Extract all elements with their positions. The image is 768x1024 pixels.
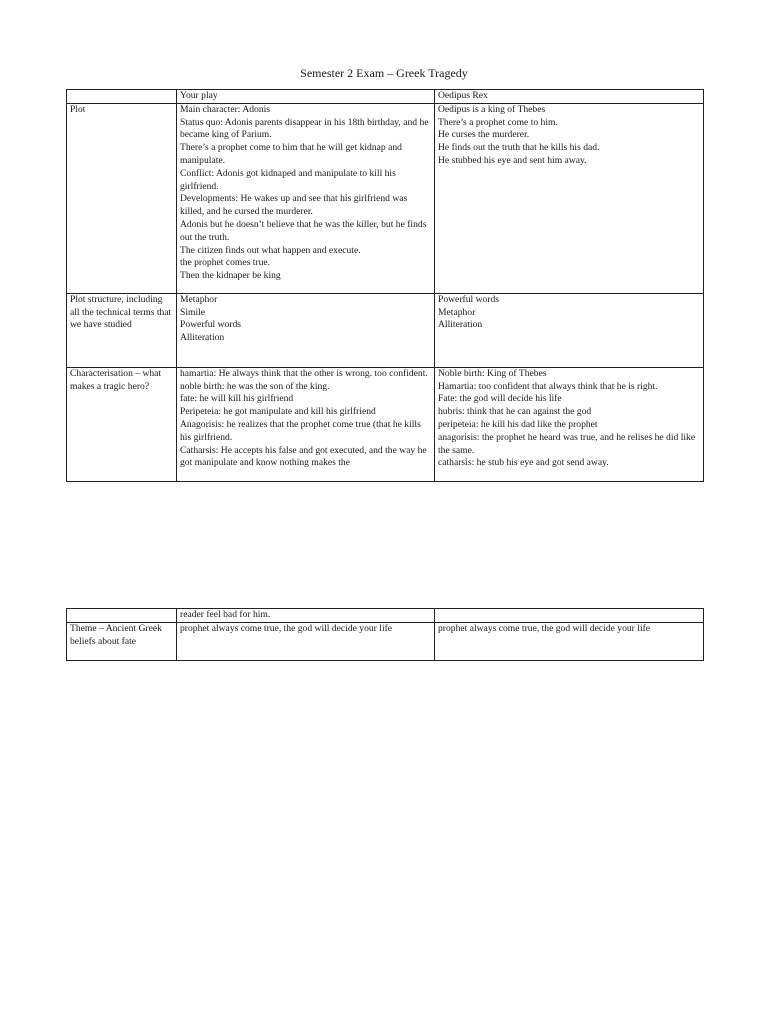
- cell-line: hubris: think that he can against the god: [438, 406, 592, 418]
- cell-line: Alliteration: [438, 319, 483, 331]
- table-row-plot: [67, 103, 704, 293]
- header-cell-oedipus-rex: Oedipus Rex: [435, 90, 704, 104]
- cell-line: Conflict: Adonis got kidnaped and manipulate to kill his girlfriend.: [180, 167, 396, 192]
- table-row-theme: [67, 622, 704, 660]
- cell-line: There’s a prophet come to him that he will get kidnap and manipulate.: [180, 142, 402, 166]
- cell-line: Hamartia: too confident that always think that he is right.: [438, 380, 658, 392]
- comparison-table: [66, 89, 704, 482]
- cell-line: Main character: Adonis: [180, 103, 271, 115]
- your-play-cell: prophet always come true, the god will decide your life: [177, 622, 435, 660]
- oedipus-rex-cell: [435, 103, 704, 293]
- cell-line: Catharsis: He accepts his false and got executed, and the way he got manipulate and know nothing makes the: [180, 444, 427, 469]
- cell-line: The citizen finds out what happen and execute.: [180, 244, 361, 256]
- oedipus-rex-cell: [435, 367, 704, 481]
- cell-line: noble birth: he was the son of the king.: [180, 380, 330, 392]
- cell-line: the prophet comes true.: [180, 257, 271, 269]
- cell-line: Adonis but he doesn’t believe that he was the killer, but he finds out the truth.: [180, 218, 427, 243]
- cell-line: hamartia: He always think that the other is wrong. too confident.: [180, 367, 428, 379]
- cell-line: He finds out the truth that he kills his dad.: [438, 142, 600, 154]
- your-play-cell: [177, 367, 435, 481]
- table-header-row: [67, 90, 704, 104]
- cell-line: Status quo: Adonis parents disappear in his 18th birthday, and he became king of Parium.: [180, 116, 429, 141]
- oedipus-rex-cell: [435, 293, 704, 367]
- cell-line: catharsis: he stub his eye and got send away.: [438, 457, 609, 469]
- row-label-empty: [67, 609, 177, 623]
- comparison-table-continued: [66, 608, 704, 661]
- table-row-continuation: [67, 609, 704, 623]
- cell-line: Metaphor: [180, 293, 218, 305]
- cell-line: Developments: He wakes up and see that his girlfriend was killed, and he cursed the murderer.: [180, 193, 408, 218]
- cell-line: Then the kidnaper be king: [180, 270, 281, 282]
- row-label: Theme – Ancient Greek beliefs about fate: [67, 622, 177, 660]
- your-play-cell: [177, 103, 435, 293]
- row-label: Plot: [67, 103, 177, 293]
- cell-line: Powerful words: [438, 293, 500, 305]
- row-label: Plot structure, including all the technical terms that we have studied: [67, 293, 177, 367]
- row-label: Characterisation – what makes a tragic hero?: [67, 367, 177, 481]
- your-play-cell: [177, 293, 435, 367]
- header-cell-your-play: Your play: [177, 90, 435, 104]
- table-row-plot-structure: [67, 293, 704, 367]
- table-row-characterisation: [67, 367, 704, 481]
- cell-line: He stubbed his eye and sent him away.: [438, 154, 587, 166]
- oedipus-rex-cell: prophet always come true, the god will decide your life: [435, 622, 704, 660]
- oedipus-rex-cell: [435, 609, 704, 623]
- cell-line: Oedipus is a king of Thebes: [438, 103, 546, 115]
- cell-line: Alliteration: [180, 332, 225, 344]
- cell-line: fate: he will kill his girlfriend: [180, 393, 294, 405]
- cell-line: Powerful words: [180, 319, 242, 331]
- header-cell-empty: [67, 90, 177, 104]
- cell-line: Metaphor: [438, 306, 476, 318]
- cell-line: There’s a prophet come to him.: [438, 116, 558, 128]
- cell-line: anagorisis: the prophet he heard was true, and he relises he did like the same.: [438, 431, 696, 456]
- cell-line: Fate: the god will decide his life: [438, 393, 562, 405]
- cell-line: He curses the murderer.: [438, 129, 530, 141]
- cell-line: Peripeteia: he got manipulate and kill his girlfriend: [180, 406, 376, 418]
- cell-line: Anagorisis: he realizes that the prophet come true (that he kills his girlfriend.: [180, 418, 421, 443]
- cell-line: Noble birth: King of Thebes: [438, 367, 547, 379]
- cell-line: peripeteia: he kill his dad like the prophet: [438, 418, 598, 430]
- your-play-cell: reader feel bad for him.: [177, 609, 435, 623]
- document-title: Semester 2 Exam – Greek Tragedy: [300, 66, 468, 80]
- cell-line: Simile: [180, 306, 206, 318]
